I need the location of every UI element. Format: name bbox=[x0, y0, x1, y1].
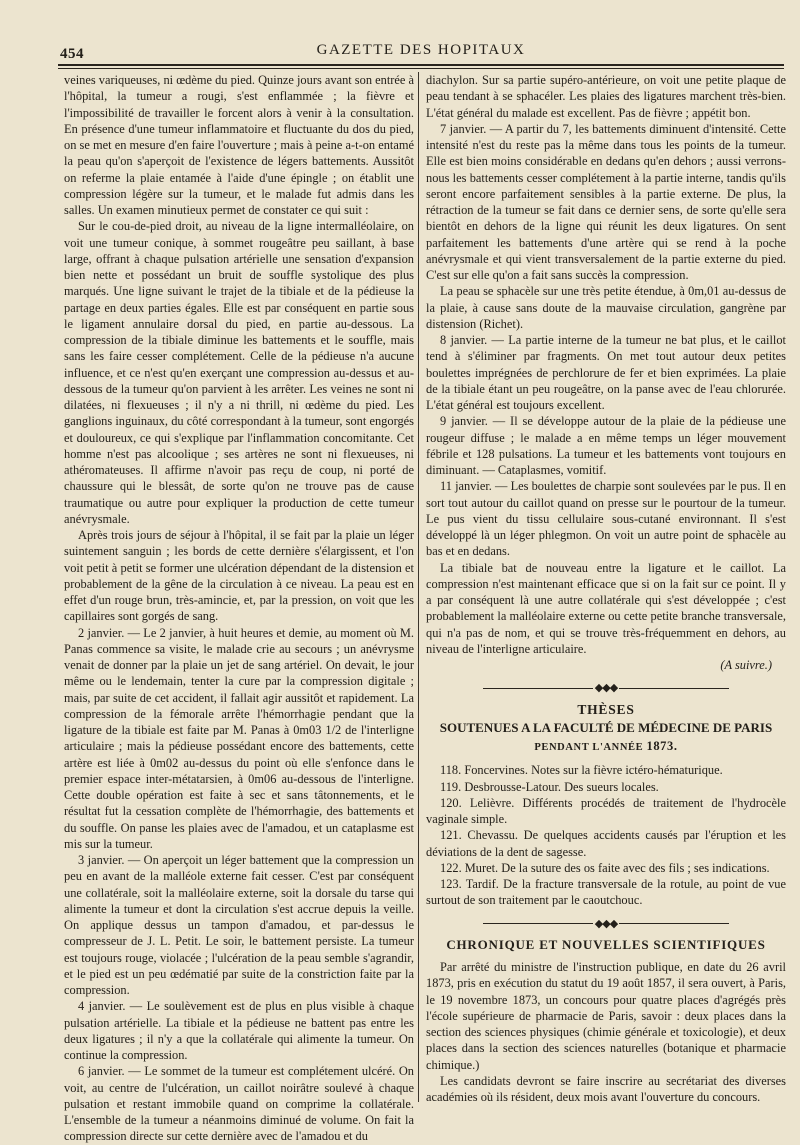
page-header bbox=[58, 38, 784, 64]
paragraph: 6 janvier. — Le sommet de la tumeur est complétement ulcéré. On voit, au centre de l'ulcération, un caillot noirâtre soulevé à chaque pulsation et restant immobile quand on comprime la collatérale. L'ensemble de la tumeur a néanmoins diminué de volume. On fait la compression directe sur cette dernière avec de l'amadou et du bbox=[64, 1064, 414, 1144]
a-suivre-note: (A suivre.) bbox=[720, 658, 772, 672]
list-item: 118. Foncervines. Notes sur la fièvre ictéro-hématurique. bbox=[440, 763, 723, 778]
theses-period-label: PENDANT L'ANNÉE bbox=[534, 742, 644, 753]
paragraph: 11 janvier. — Les boulettes de charpie sont soulevées par le pus. Il en sort tout autour du caillot quand on presse sur le pourtour de la tumeur. Le pus vient du tissu cellulaire sous-cutané environnant. Il s'est développé là un léger phlegmon. On voit un autre point de sphacèle au bas et en dedans. bbox=[426, 479, 786, 559]
journal-title: GAZETTE DES HOPITAUX bbox=[316, 42, 526, 58]
paragraph: 9 janvier. — Il se développe autour de la plaie de la pédieuse une rougeur diffuse ; le malade a en même temps un léger mouvement fébrile et 128 pulsations. La tumeur et les battements vont toujours en diminuant. — Cataplasmes, vomitif. bbox=[426, 414, 786, 477]
list-item: 119. Desbrousse-Latour. Des sueurs locales. bbox=[440, 779, 659, 794]
chronique-title: CHRONIQUE ET NOUVELLES SCIENTIFIQUES bbox=[446, 936, 766, 952]
theses-year: 1873. bbox=[646, 739, 678, 753]
paragraph: veines variqueuses, ni œdème du pied. Quinze jours avant son entrée à l'hôpital, la tumeur a rougi, s'est enflammée ; la fièvre et l'impossibilité de travailler le forcent alors à venir à la consultation. En présence d'une tumeur inflammatoire et fluctuante du dos du pied, on se met en mesure d'en faire l'ouverture ; mais à peine a-t-on entamé la peau qu'on s'aperçoit de l'existence de légers battements. Aussitôt on referme la plaie entamée à l'aide d'une épingle ; on établit une compression légère sur la tumeur, et le malade fut admis dans les salles. Un examen minutieux permet de constater ce qui suit : bbox=[64, 73, 414, 217]
theses-title: THÈSES bbox=[577, 701, 635, 717]
theses-period bbox=[426, 738, 786, 756]
list-item: 122. Muret. De la suture des os faite avec des fils ; ses indications. bbox=[440, 860, 770, 875]
left-column bbox=[64, 72, 414, 1145]
paragraph: La peau se sphacèle sur une très petite étendue, à 0m,01 au-dessus de la plaie, à cause sans doute de la mauvaise circulation, gangrène par distension (Richet). bbox=[426, 284, 786, 331]
list-item: 123. Tardif. De la fracture transversale de la rotule, au point de vue surtout de son traitement par le caoutchouc. bbox=[426, 877, 786, 908]
paragraph: 3 janvier. — On aperçoit un léger battement que la compression un peu en avant de la malléole externe fait cesser. C'est par conséquent une collatérale, soit la malléolaire externe, soit la dorsale du tarse qui alimente la tumeur et dont la circulation s'est accrue depuis la veille. On applique dessus un tampon d'amadou, et par-dessus le compresseur de J. L. Petit. Le soir, le battement persiste. La tumeur est toujours rouge, violacée ; l'ulcération de la peau semble s'agrandir, et le pied est un peu œdématié par suite de la constriction faite par la compression. bbox=[64, 853, 414, 997]
header-rule-thin bbox=[58, 68, 784, 69]
paragraph: La tibiale bat de nouveau entre la ligature et le caillot. La compression n'est maintenant efficace que si on la fait sur ce point. Il y a par conséquent là une autre collatérale qui s'est développée ; c'est probablement la malléolaire externe ou cette petite branche transversale, qui n'a pas de nom, et qui se trouve très-fréquemment en dehors, au niveau de l'interligne articulaire. bbox=[426, 560, 786, 656]
theses-subtitle: SOUTENUES A LA FACULTÉ DE MÉDECINE DE PARIS bbox=[439, 719, 773, 735]
paragraph: Par arrêté du ministre de l'instruction publique, en date du 26 avril 1873, pris en exécution du statut du 19 août 1857, il sera ouvert, à Paris, le 19 novembre 1873, un concours pour quatre places d'agrégés près l'école supérieure de pharmacie de Paris, savoir : deux places dans la section des sciences physiques (chimie générale et toxicologie), et deux places dans la section des sciences naturelles (botanique et pharmacie chimique.) bbox=[426, 960, 786, 1072]
paragraph: Après trois jours de séjour à l'hôpital, il se fait par la plaie un léger suintement sanguin ; les bords de cette dernière s'élargissent, et l'on voit petit à petit se former une ulcération dépendant de la distension et probablement de la gêne de la circulation à ce niveau. La peau est en effet d'un rouge brun, très-amincie, et, par la pression, on voit que les capillaires sont gorgés de sang. bbox=[64, 528, 414, 624]
header-rule bbox=[58, 64, 784, 66]
paragraph: 2 janvier. — Le 2 janvier, à huit heures et demie, au moment où M. Panas commence sa visite, le malade crie au secours ; un anévrysme venait de donner par la plaie un jet de sang artériel. On devait, le jour même ou le lendemain, tenter la cure par la compression digitale ; mais, par suite de cet accident, il fallait agir aussitôt et rapidement. La compression de la fémorale arrête l'hémorrhagie pendant que la ligature de la tibiale est faite par M. Panas à 0m03 1/2 de l'interligne articulaire ; mais la pédieuse possédant encore des battements, cette artère est liée à 0m02 au-dessus du point où elle s'enfonce dans le premier espace inter-métatarsien, à 0m06 au-dessous de l'interligne. Cette double opération est faite à sec et sans tâtonnements, et le résultat fut la cessation complète de l'hémorrhagie, des battements et du souffle. On panse les plaies avec de l'amadou, et un cataplasme est mis sur la tumeur. bbox=[64, 625, 414, 851]
paragraph: 4 janvier. — Le soulèvement est de plus en plus visible à chaque pulsation artérielle. La tibiale et la pédieuse ne battent pas entre les deux ligatures ; il n'y a que la collatérale qui alimente la tumeur. On continue la compression. bbox=[64, 999, 414, 1062]
page-number: 454 bbox=[60, 46, 84, 62]
paragraph: Sur le cou-de-pied droit, au niveau de la ligne intermalléolaire, on voit une tumeur conique, à sommet rougeâtre peu saillant, à base large, offrant à chaque pulsation artérielle une sensation d'expansion bien nette et possédant un bruit de souffle systolique des plus marqués. Une ligne suivant le trajet de la tibiale et de la pédieuse la partage en deux parties égales. Elle est par conséquent en partie sous le ligament annulaire dorsal du pied, en partie au-dessous. La compression de la tibiale diminue les battements et le souffle, mais sans les faire cesser complétement. Celle de la pédieuse n'a aucune influence, et ce n'est qu'en exerçant une compression au-dessus et au-dessous de la tumeur qu'on parvient à les arrêter. Les veines ne sont ni dilatées, ni flexueuses ; il n'y a ni thrill, ni œdème du pied. Les ganglions inguinaux, du côté correspondant à la tumeur, sont engorgés et douloureux, ce qui s'explique par l'inflammation concomitante. Cet homme n'est pas alcoolique ; ses artères ne sont ni flexueuses, ni athéromateuses. Il affirme n'avoir pas reçu de coup, ni porté de chaussure qui le blessât, de sorte qu'on ne trouve pas de cause traumatique ou autre pour expliquer la production de cette tumeur anévrysmale. bbox=[64, 219, 414, 526]
column-divider bbox=[418, 72, 419, 1102]
list-item: 121. Chevassu. De quelques accidents causés par l'éruption et les déviations de la dent de sagesse. bbox=[426, 828, 786, 859]
paragraph: 8 janvier. — La partie interne de la tumeur ne bat plus, et le caillot tend à s'éliminer par fragments. On met tout autour deux petites boulettes imprégnées de perchlorure de fer et bien exprimées. La plaie de la tibiale étant un peu rougeâtre, on la panse avec de l'eau chlorurée. L'état général est toujours excellent. bbox=[426, 333, 786, 412]
right-column bbox=[426, 72, 786, 1105]
section-ornament: ◆◆◆ bbox=[426, 916, 786, 932]
section-ornament: ◆◆◆ bbox=[426, 680, 786, 696]
list-item: 120. Lelièvre. Différents procédés de traitement de l'hydrocèle vaginale simple. bbox=[426, 795, 786, 826]
paragraph: 7 janvier. — A partir du 7, les battements diminuent d'intensité. Cette intensité n'est du reste pas la même dans tous les points de la tumeur. Elle est bien moins considérable en dedans qu'en dehors ; aussi verrons-nous les battements cesser complétement à la partie interne, tandis qu'ils seront encore parfaitement sensibles à la partie externe. De plus, la rétraction de la tumeur se fait dans ce dernier sens, de sorte qu'elle sera bientôt en dehors de la ligne qui réunit les deux ligatures. On sent parfaitement les battements d'une artère qui se rend à la poche anévrysmale et qui vient transversalement de la partie externe du pied. C'est sur elle qu'on a fait sans succès la compression. bbox=[426, 121, 786, 282]
paragraph: diachylon. Sur sa partie supéro-antérieure, on voit une petite plaque de peau tendant à se sphacéler. Les plaies des ligatures marchent très-bien. L'état général du malade est excellent. Pas de fièvre ; appétit bon. bbox=[426, 73, 786, 120]
paragraph: Les candidats devront se faire inscrire au secrétariat des diverses académies où ils résident, deux mois avant l'ouverture du concours. bbox=[426, 1073, 786, 1104]
